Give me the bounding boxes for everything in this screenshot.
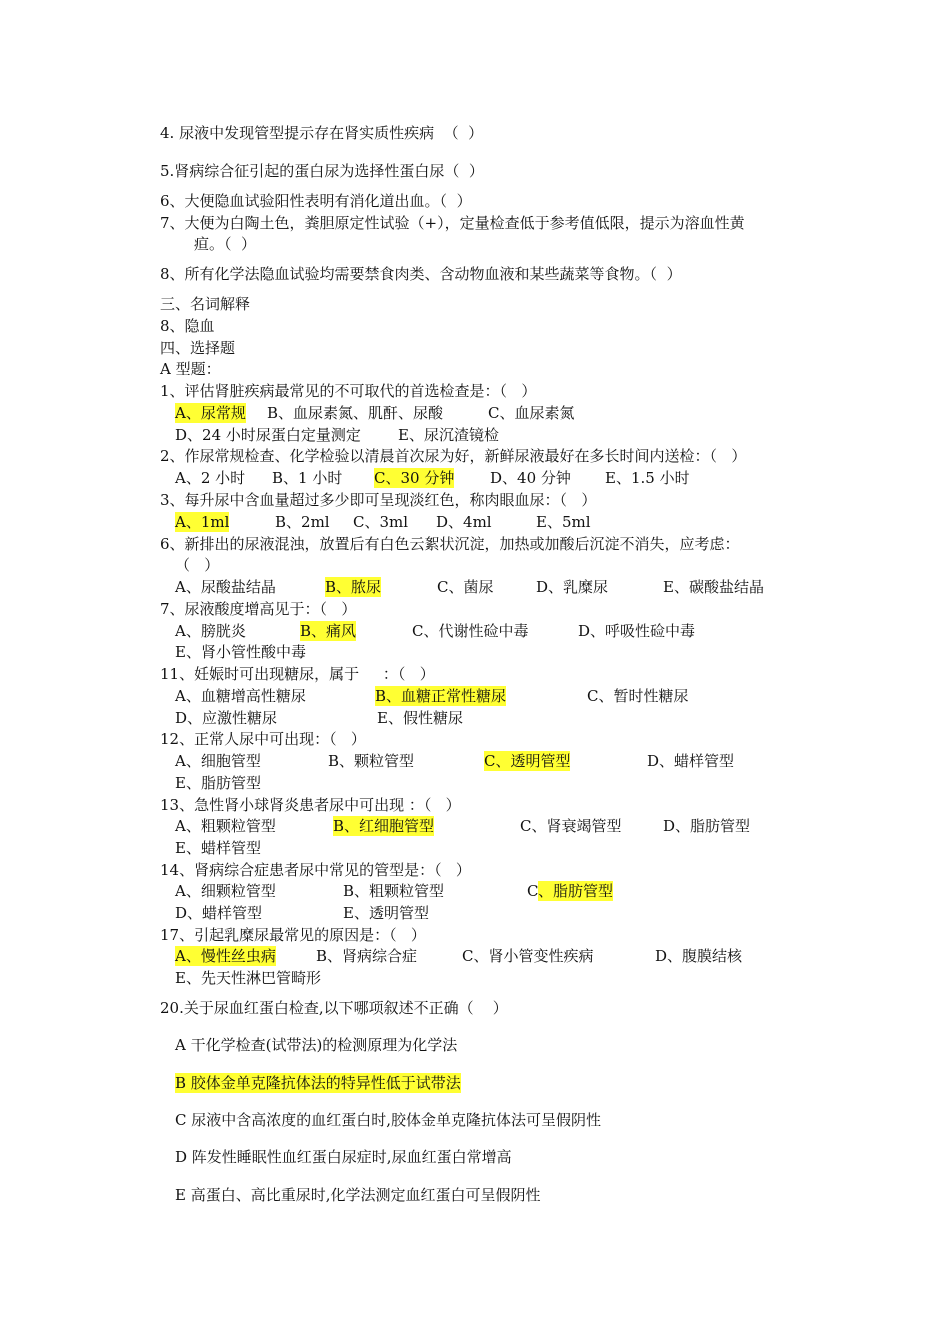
- mc-q12-stem: 12、正常人尿中可出现：（ ）: [160, 730, 366, 748]
- mc-q17-option-d: D、腹膜结核: [655, 947, 743, 965]
- mc-q13-stem: 13、急性肾小球肾炎患者尿中可出现 ：（ ）: [160, 796, 461, 814]
- mc-q7-option-e: E、肾小管性酸中毒: [175, 643, 306, 661]
- mc-q3-option-d: D、4ml: [436, 513, 492, 531]
- section-3-title: 三、名词解释: [160, 295, 251, 313]
- mc-q7-option-b: B、痛风: [300, 622, 357, 640]
- mc-q17-option-e: E、先天性淋巴管畸形: [175, 969, 321, 987]
- mc-q12-option-b: B、颗粒管型: [328, 752, 415, 770]
- mc-q1-option-d: D、24 小时尿蛋白定量测定: [175, 426, 361, 444]
- mc-q2-option-d: D、40 分钟: [490, 469, 571, 487]
- mc-q3-stem: 3、每升尿中含血量超过多少即可呈现淡红色，称肉眼血尿：（ ）: [160, 491, 597, 509]
- mc-q13-option-c: C、肾衰竭管型: [520, 817, 622, 835]
- mc-q7-stem: 7、尿液酸度增高见于：（ ）: [160, 600, 357, 618]
- mc-q6-option-c: C、菌尿: [437, 578, 494, 596]
- mc-q17-option-a: A、慢性丝虫病: [175, 947, 276, 965]
- tf-q7-line1: 7、大便为白陶土色，粪胆原定性试验（+），定量检查低于参考值低限，提示为溶血性黄: [160, 214, 745, 232]
- mc-q13-option-e: E、蜡样管型: [175, 839, 261, 857]
- mc-q6-stem-cont: （ ）: [175, 556, 220, 574]
- mc-q12-option-e: E、脂肪管型: [175, 774, 261, 792]
- mc-q14-option-e: E、透明管型: [343, 904, 429, 922]
- mc-q20-option-e: E 高蛋白、高比重尿时,化学法测定血红蛋白可呈假阴性: [175, 1186, 541, 1204]
- mc-q14-option-c: 、脂肪管型: [538, 882, 614, 900]
- mc-q1-option-b: B、血尿素氮、肌酐、尿酸: [267, 404, 444, 422]
- mc-q14-option-a: A、细颗粒管型: [175, 882, 276, 900]
- tf-q8: 8、所有化学法隐血试验均需要禁食肉类、含动物血液和某些蔬菜等食物。（ ）: [160, 265, 682, 283]
- mc-q1-option-e: E、尿沉渣镜检: [398, 426, 499, 444]
- mc-q2-option-b: B、1 小时: [272, 469, 343, 487]
- mc-q20-option-b: B 胶体金单克隆抗体法的特异性低于试带法: [175, 1074, 461, 1092]
- mc-q6-option-b: B、脓尿: [325, 578, 382, 596]
- mc-q6-option-e: E、碳酸盐结晶: [663, 578, 764, 596]
- mc-q20-option-c: C 尿液中含高浓度的血红蛋白时,胶体金单克隆抗体法可呈假阴性: [175, 1111, 602, 1129]
- mc-q7-option-a: A、膀胱炎: [175, 622, 246, 640]
- section-4-title: 四、选择题: [160, 339, 236, 357]
- mc-q6-stem: 6、新排出的尿液混浊，放置后有白色云絮状沉淀，加热或加酸后沉淀不消失，应考虑：: [160, 535, 740, 553]
- mc-q11-option-a: A、血糖增高性糖尿: [175, 687, 306, 705]
- mc-q11-option-d: D、应激性糖尿: [175, 709, 278, 727]
- mc-q3-option-a: A、1ml: [175, 513, 230, 531]
- mc-q3-option-b: B、2ml: [275, 513, 330, 531]
- mc-q2-option-e: E、1.5 小时: [605, 469, 690, 487]
- section-4-type: A 型题：: [160, 360, 221, 378]
- mc-q11-option-e: E、假性糖尿: [377, 709, 463, 727]
- mc-q3-option-e: E、5ml: [536, 513, 591, 531]
- mc-q2-option-c: C、30 分钟: [374, 469, 455, 487]
- mc-q13-option-d: D、脂肪管型: [663, 817, 751, 835]
- mc-q1-option-c: C、血尿素氮: [488, 404, 575, 422]
- mc-q14-stem: 14、肾病综合症患者尿中常见的管型是：（ ）: [160, 861, 471, 879]
- tf-q4: 4. 尿液中发现管型提示存在肾实质性疾病 （ ）: [160, 124, 484, 142]
- mc-q1-option-a: A、尿常规: [175, 404, 246, 422]
- mc-q12-option-c: C、透明管型: [484, 752, 571, 770]
- mc-q6-option-a: A、尿酸盐结晶: [175, 578, 276, 596]
- mc-q12-option-d: D、蜡样管型: [647, 752, 735, 770]
- mc-q3-option-c: C、3ml: [353, 513, 409, 531]
- mc-q11-stem: 11、妊娠时可出现糖尿，属于 ：（ ）: [160, 665, 435, 683]
- mc-q2-option-a: A、2 小时: [175, 469, 246, 487]
- mc-q12-option-a: A、细胞管型: [175, 752, 261, 770]
- mc-q13-option-a: A、粗颗粒管型: [175, 817, 276, 835]
- mc-q1-stem: 1、评估肾脏疾病最常见的不可取代的首选检查是：（ ）: [160, 382, 537, 400]
- mc-q17-option-c: C、肾小管变性疾病: [462, 947, 594, 965]
- tf-q7-line2: 疸。（ ）: [194, 235, 257, 253]
- mc-q14-option-c-letter: C: [527, 882, 539, 900]
- mc-q20-option-d: D 阵发性睡眠性血红蛋白尿症时,尿血红蛋白常增高: [175, 1148, 512, 1166]
- tf-q6: 6、大便隐血试验阳性表明有消化道出血。（ ）: [160, 192, 472, 210]
- mc-q7-option-c: C、代谢性硷中毒: [412, 622, 529, 640]
- mc-q14-option-d: D、蜡样管型: [175, 904, 263, 922]
- mc-q14-option-b: B、粗颗粒管型: [343, 882, 445, 900]
- tf-q5: 5.肾病综合征引起的蛋白尿为选择性蛋白尿（ ）: [160, 162, 484, 180]
- mc-q13-option-b: B、红细胞管型: [333, 817, 435, 835]
- mc-q6-option-d: D、乳糜尿: [536, 578, 609, 596]
- mc-q17-option-b: B、肾病综合症: [316, 947, 418, 965]
- mc-q20-stem: 20.关于尿血红蛋白检查,以下哪项叙述不正确（ ）: [160, 999, 508, 1017]
- mc-q17-stem: 17、引起乳糜尿最常见的原因是：（ ）: [160, 926, 426, 944]
- mc-q7-option-d: D、呼吸性硷中毒: [578, 622, 696, 640]
- mc-q11-option-c: C、暂时性糖尿: [587, 687, 689, 705]
- section-3-item: 8、隐血: [160, 317, 215, 335]
- mc-q2-stem: 2、作尿常规检查、化学检验以清晨首次尿为好，新鲜尿液最好在多长时间内送检：（ ）: [160, 447, 747, 465]
- mc-q11-option-b: B、血糖正常性糖尿: [375, 687, 507, 705]
- mc-q20-option-a: A 干化学检查(试带法)的检测原理为化学法: [175, 1036, 458, 1054]
